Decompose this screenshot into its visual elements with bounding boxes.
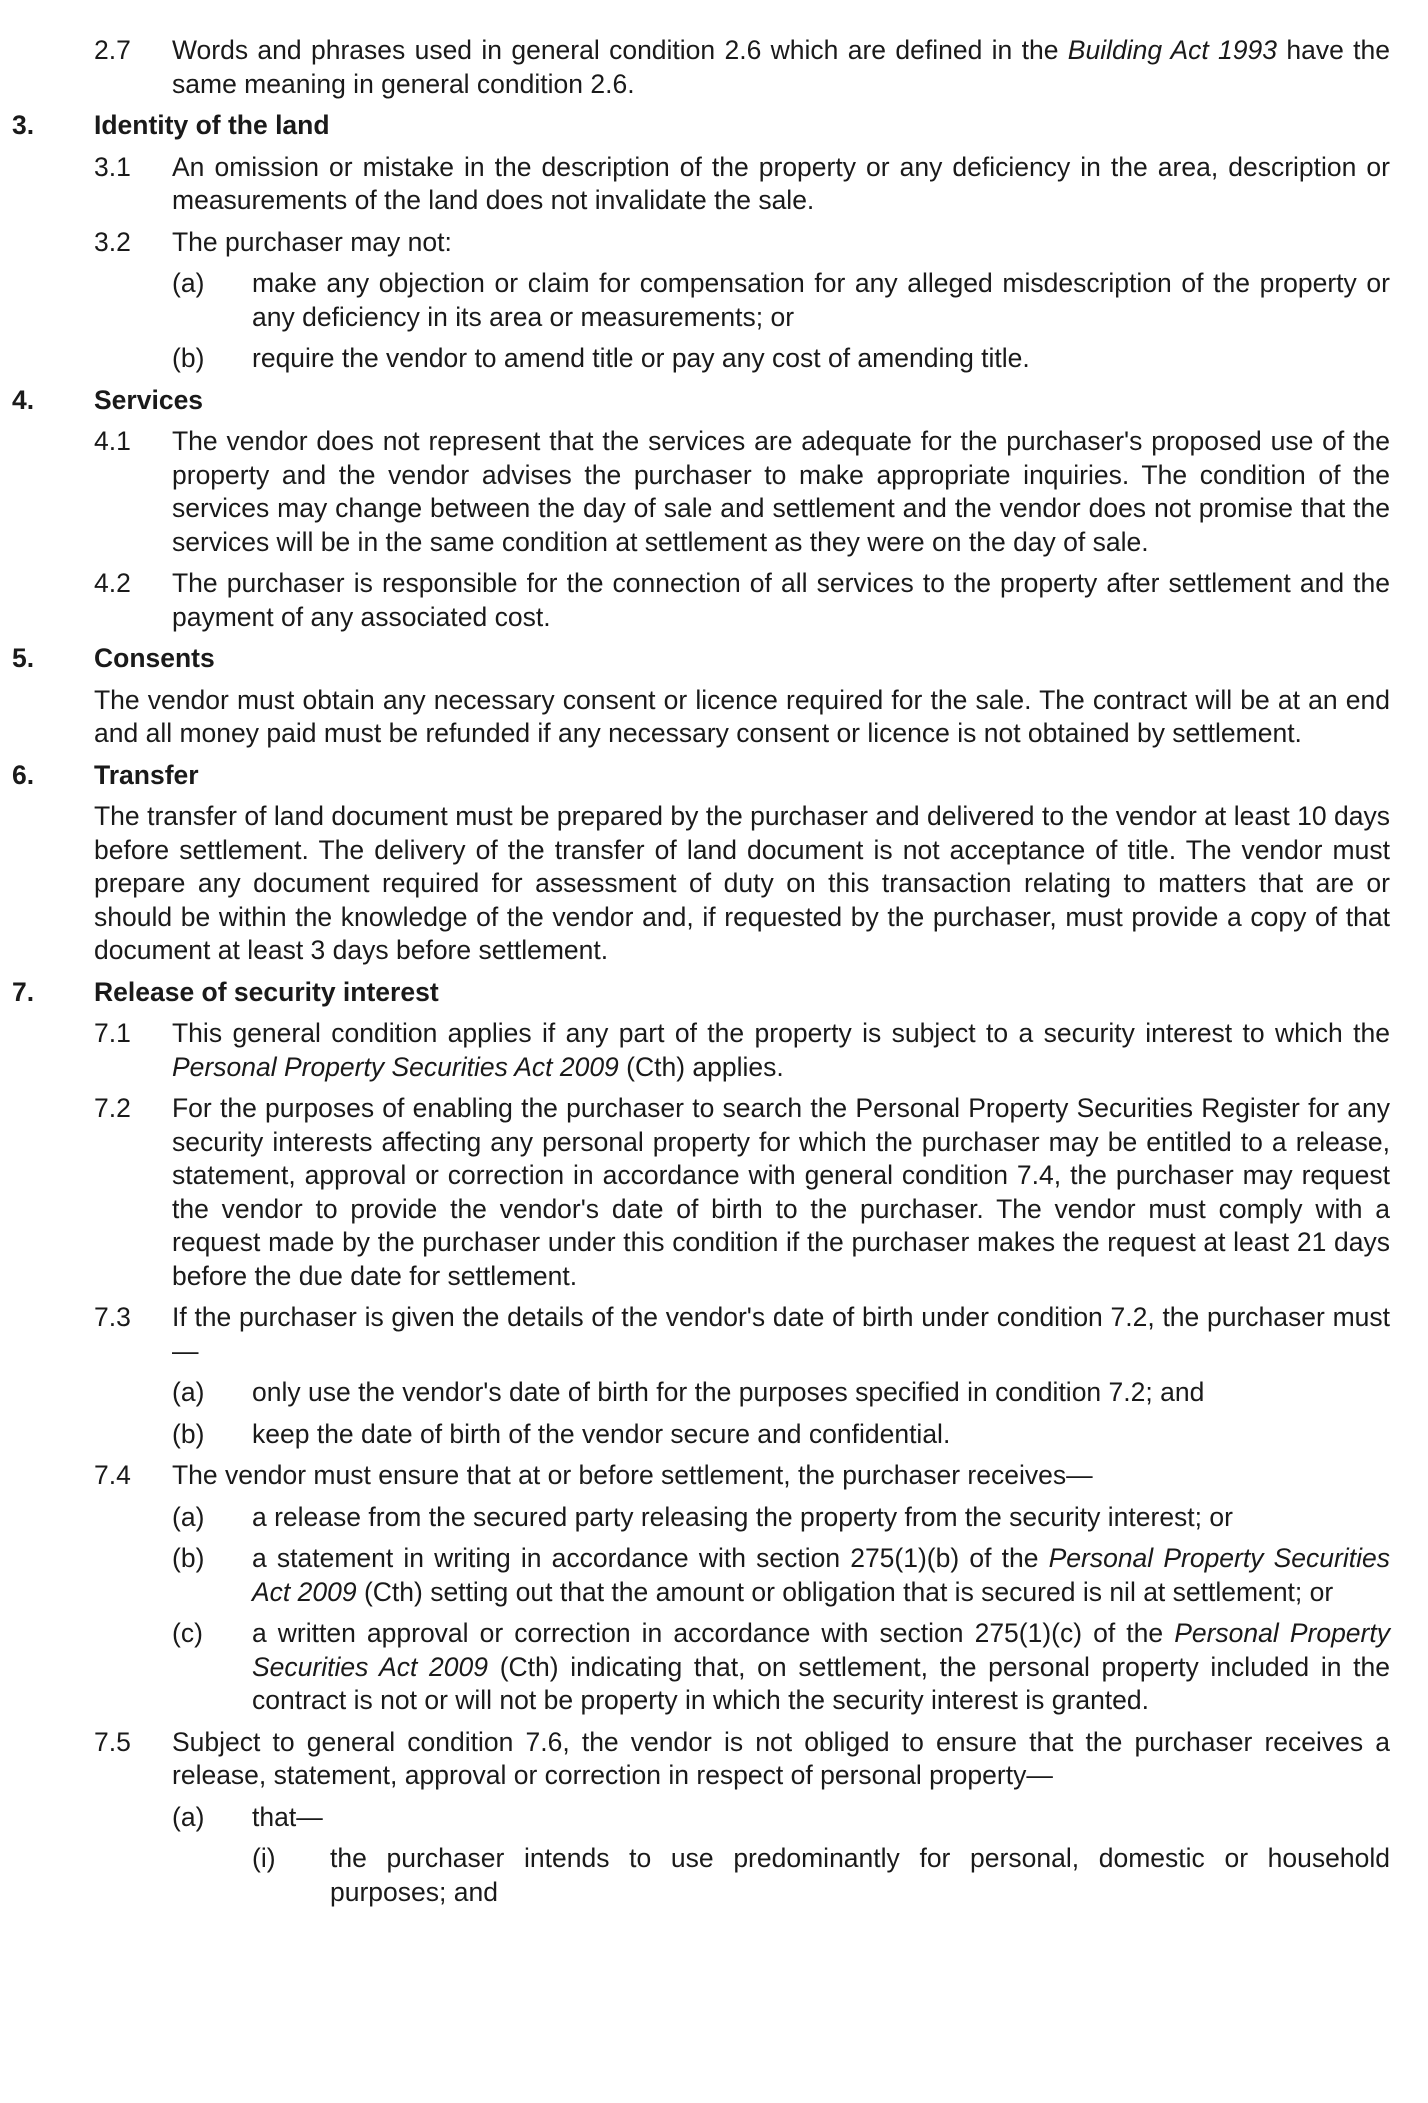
clause-text: [172, 226, 1390, 260]
text-run: The vendor does not represent that the services are adequate for the purchaser's proposed use of the property and the vendor advises the purchaser to make appropriate inquiries. The condition of the services may change between the day of sale and settlement and the vendor does not promise that the services will be in the same condition at settlement as they were on the day of sale.: [172, 426, 1390, 557]
clause: [94, 34, 1390, 101]
clause-number: 5.: [12, 643, 35, 673]
section-heading: [0, 109, 1428, 143]
subclause: [172, 267, 1390, 334]
clause: [94, 1092, 1390, 1293]
text-run: a statement in writing in accordance with section 275(1)(b) of the: [252, 1543, 1049, 1573]
text-run: keep the date of birth of the vendor secure and confidential.: [252, 1418, 951, 1449]
heading-text: [94, 109, 1428, 143]
text-run: The purchaser may not:: [172, 226, 452, 257]
section-heading: [0, 976, 1428, 1010]
subclause: [172, 1617, 1390, 1718]
clause: [94, 151, 1390, 218]
clause-number: (b): [172, 1543, 205, 1573]
statute-name: Personal Property Securities Act 2009: [252, 1618, 1390, 1682]
sub-subclause: [252, 1842, 1390, 1909]
clause-number: (c): [172, 1618, 203, 1648]
clause-text: [172, 1017, 1390, 1084]
statute-name: Building Act 1993: [1067, 35, 1278, 65]
clause: [94, 1301, 1390, 1368]
text-run: that—: [252, 1801, 323, 1832]
text-run: Consents: [94, 643, 215, 673]
section-paragraph: [94, 800, 1390, 968]
clause: [94, 1726, 1390, 1793]
text-run: This general condition applies if any part of the property is subject to a security interest to which the: [172, 1018, 1390, 1048]
clause-text: [330, 1842, 1390, 1909]
clause-text: [252, 342, 1390, 376]
section-heading: [0, 642, 1428, 676]
subclause: [172, 1376, 1390, 1410]
text-run: An omission or mistake in the description of the property or any deficiency in the area, description or measurements of the land does not invalidate the sale.: [172, 151, 1390, 215]
clause-number: 4.: [12, 384, 35, 415]
clause-number: (a): [172, 268, 205, 298]
text-run: Services: [94, 384, 204, 415]
heading-text: [94, 759, 1428, 793]
clause-number: (a): [172, 1801, 205, 1832]
text-run: Words and phrases used in general condition 2.6 which are defined in the: [172, 35, 1068, 65]
text-run: have the same meaning in general condition 2.6.: [172, 35, 1390, 99]
contract-conditions: [0, 34, 1428, 1917]
clause: [94, 226, 1390, 260]
text-run: a release from the secured party releasing the property from the security interest; or: [252, 1501, 1233, 1532]
clause-text: [252, 1617, 1390, 1718]
text-run: If the purchaser is given the details of the vendor's date of birth under condition 7.2, the purchaser must—: [172, 1302, 1390, 1366]
clause: [94, 1459, 1390, 1493]
text-run: only use the vendor's date of birth for the purposes specified in condition 7.2; and: [252, 1377, 1205, 1407]
text-run: Subject to general condition 7.6, the vendor is not obliged to ensure that the purchaser receives a release, statement, approval or correction in respect of personal property—: [172, 1726, 1390, 1790]
text-run: make any objection or claim for compensation for any alleged misdescription of the property or any deficiency in its area or measurements; or: [252, 268, 1390, 332]
text-run: The vendor must obtain any necessary consent or licence required for the sale. The contract will be at an end and all money paid must be refunded if any necessary consent or licence is not obtained by settlement.: [94, 684, 1390, 748]
subclause: [172, 1501, 1390, 1535]
clause-number: (a): [172, 1377, 205, 1407]
subclause: [172, 1801, 1390, 1835]
text-run: Identity of the land: [94, 110, 330, 140]
clause-text: [172, 567, 1390, 634]
heading-text: [94, 384, 1428, 418]
heading-text: [94, 642, 1428, 676]
clause-text: [252, 1801, 1390, 1835]
clause-text: [252, 1542, 1390, 1609]
clause-number: 4.2: [94, 568, 131, 598]
clause-number: 7.: [12, 976, 35, 1007]
text-run: (Cth) indicating that, on settlement, the personal property included in the contract is not or will not be property in which the security interest is granted.: [252, 1651, 1390, 1715]
subclause: [172, 1542, 1390, 1609]
text-run: The purchaser is responsible for the connection of all services to the property after settlement and the payment of any associated cost.: [172, 568, 1390, 632]
subclause: [172, 1418, 1390, 1452]
clause-number: (b): [172, 1418, 205, 1449]
clause-number: 6.: [12, 759, 35, 790]
text-run: For the purposes of enabling the purchaser to search the Personal Property Securities Register for any security interests affecting any personal property for which the purchaser may be entitled to a release, statement, approval or correction in accordance with general condition 7.4, the purchaser may request the vendor to provide the vendor's date of birth to the purchaser. The vendor must comply with a request made by the purchaser under this condition if the purchaser makes the request at least 21 days before the due date for settlement.: [172, 1093, 1390, 1291]
clause-text: [172, 151, 1390, 218]
text-run: (Cth) setting out that the amount or obligation that is secured is nil at settlement; or: [356, 1576, 1334, 1607]
statute-name: Personal Property Securities Act 2009: [172, 1051, 619, 1082]
clause-number: (b): [172, 343, 205, 373]
clause-text: [172, 34, 1390, 101]
clause: [94, 567, 1390, 634]
text-run: (Cth) applies.: [618, 1051, 784, 1082]
clause-text: [252, 1376, 1390, 1410]
section-paragraph: [94, 684, 1390, 751]
clause-text: [172, 1726, 1390, 1793]
section-heading: [0, 384, 1428, 418]
text-run: Release of security interest: [94, 976, 439, 1007]
clause-number: (i): [252, 1843, 276, 1873]
clause: [94, 425, 1390, 559]
clause-text: [252, 1418, 1390, 1452]
heading-text: [94, 976, 1428, 1010]
subclause: [172, 342, 1390, 376]
section-heading: [0, 759, 1428, 793]
clause-number: 2.7: [94, 35, 131, 65]
clause-text: [252, 1501, 1390, 1535]
text-run: Transfer: [94, 759, 199, 790]
clause-text: [252, 267, 1390, 334]
clause-number: 3.: [12, 110, 35, 140]
clause-number: 7.4: [94, 1460, 131, 1490]
clause-number: 7.1: [94, 1018, 131, 1048]
clause-number: 4.1: [94, 426, 131, 456]
text-run: require the vendor to amend title or pay any cost of amending title.: [252, 343, 1030, 373]
text-run: a written approval or correction in accordance with section 275(1)(c) of the: [252, 1618, 1175, 1648]
clause-text: [172, 1459, 1390, 1493]
clause-number: 7.2: [94, 1093, 131, 1123]
clause-number: (a): [172, 1501, 205, 1532]
clause-text: [172, 425, 1390, 559]
clause-number: 3.2: [94, 226, 131, 257]
clause-text: [172, 1301, 1390, 1368]
statute-name: Personal Property Securities Act 2009: [252, 1543, 1390, 1607]
clause-number: 3.1: [94, 151, 131, 182]
text-run: The vendor must ensure that at or before settlement, the purchaser receives—: [172, 1460, 1093, 1490]
clause: [94, 1017, 1390, 1084]
clause-number: 7.5: [94, 1726, 131, 1757]
text-run: The transfer of land document must be prepared by the purchaser and delivered to the vendor at least 10 days before settlement. The delivery of the transfer of land document is not acceptance of title. The vendor must prepare any document required for assessment of duty on this transaction relating to matters that are or should be within the knowledge of the vendor and, if requested by the purchaser, must provide a copy of that document at least 3 days before settlement.: [94, 801, 1390, 965]
clause-number: 7.3: [94, 1302, 131, 1332]
clause-text: [172, 1092, 1390, 1293]
text-run: the purchaser intends to use predominantly for personal, domestic or household purposes; and: [330, 1843, 1390, 1907]
